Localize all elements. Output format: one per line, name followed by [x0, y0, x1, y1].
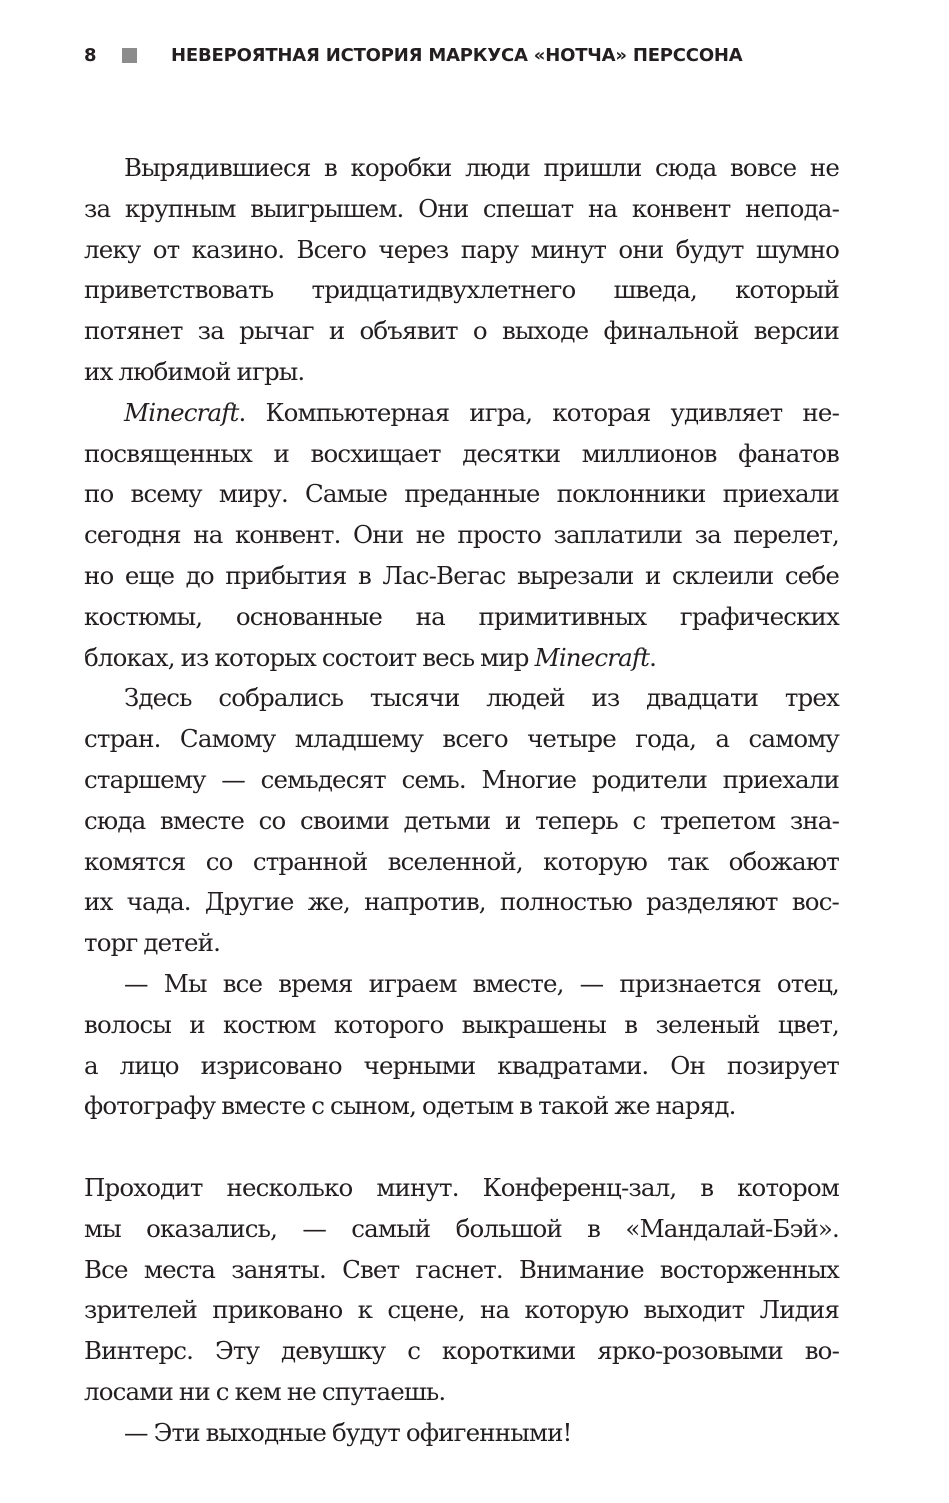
italic-title: Minecraft — [534, 642, 650, 672]
text-line: потянет за рычаг и объявит о выходе финальной версии — [84, 316, 839, 346]
text-line: Все места заняты. Свет гаснет. Внимание восторженных — [84, 1254, 839, 1284]
text-line: торг детей. — [84, 928, 221, 958]
running-title: НЕВЕРОЯТНАЯ ИСТОРИЯ МАРКУСА «НОТЧА» ПЕРССОНА — [171, 44, 743, 66]
text-run: блоках, из которых состоит весь мир — [84, 642, 535, 672]
paragraph — [84, 1168, 839, 1413]
text-line: сегодня на конвент. Они не просто заплатили за перелет, — [84, 520, 839, 550]
text-line: их чада. Другие же, напротив, полностью разделяют вос- — [84, 887, 839, 917]
text-line: сюда вместе со своими детьми и теперь с трепетом зна- — [84, 805, 839, 835]
text-line: приветствовать тридцатидвухлетнего шведа, который — [84, 275, 839, 305]
section-break — [84, 1127, 839, 1168]
paragraph — [84, 148, 839, 393]
text-line: а лицо изрисовано черными квадратами. Он позирует — [84, 1050, 839, 1080]
text-line: костюмы, основанные на примитивных графических — [84, 601, 839, 631]
body-text — [84, 148, 839, 1454]
running-header — [84, 40, 743, 70]
text-line: комятся со странной вселенной, которую так обожают — [84, 846, 839, 876]
text-line — [84, 638, 839, 679]
text-line: их любимой игры. — [84, 356, 305, 386]
text-line: Здесь собрались тысячи людей из двадцати трех — [124, 683, 839, 713]
text-line: — Мы все время играем вместе, — признается отец, — [124, 968, 839, 998]
text-line: посвященных и восхищает десятки миллионов фанатов — [84, 438, 839, 468]
text-run: . — [649, 642, 657, 672]
text-line: мы оказались, — самый большой в «Мандалай-Бэй». — [84, 1213, 839, 1243]
text-line: Винтерс. Эту девушку с короткими ярко-розовыми во- — [84, 1336, 839, 1366]
paragraph — [84, 1413, 839, 1454]
text-line: Проходит несколько минут. Конференц-зал, в котором — [84, 1172, 839, 1202]
page-number: 8 — [84, 44, 97, 66]
text-line: за крупным выигрышем. Они спешат на конвент непода- — [84, 193, 839, 223]
header-square-ornament — [122, 48, 137, 63]
paragraph — [84, 393, 839, 679]
italic-title: Minecraft — [124, 397, 239, 427]
text-line: фотографу вместе с сыном, одетым в такой же наряд. — [84, 1091, 736, 1121]
text-line: стран. Самому младшему всего четыре года, а самому — [84, 724, 839, 754]
text-line: по всему миру. Самые преданные поклонники приехали — [84, 479, 839, 509]
text-line: но еще до прибытия в Лас-Вегас вырезали и склеили себе — [84, 560, 839, 590]
text-line — [84, 393, 839, 434]
text-line: зрителей приковано к сцене, на которую выходит Лидия — [84, 1295, 839, 1325]
text-run: . Компьютерная игра, которая удивляет не- — [238, 397, 839, 427]
text-line: волосы и костюм которого выкрашены в зеленый цвет, — [84, 1009, 839, 1039]
paragraph — [84, 964, 839, 1127]
text-line: лосами ни с кем не спутаешь. — [84, 1376, 446, 1406]
paragraph — [84, 678, 839, 964]
text-line: леку от казино. Всего через пару минут они будут шумно — [84, 234, 839, 264]
text-line: старшему — семьдесят семь. Многие родители приехали — [84, 764, 839, 794]
text-line: — Эти выходные будут офигенными! — [124, 1417, 572, 1447]
text-line: Вырядившиеся в коробки люди пришли сюда вовсе не — [124, 153, 839, 182]
